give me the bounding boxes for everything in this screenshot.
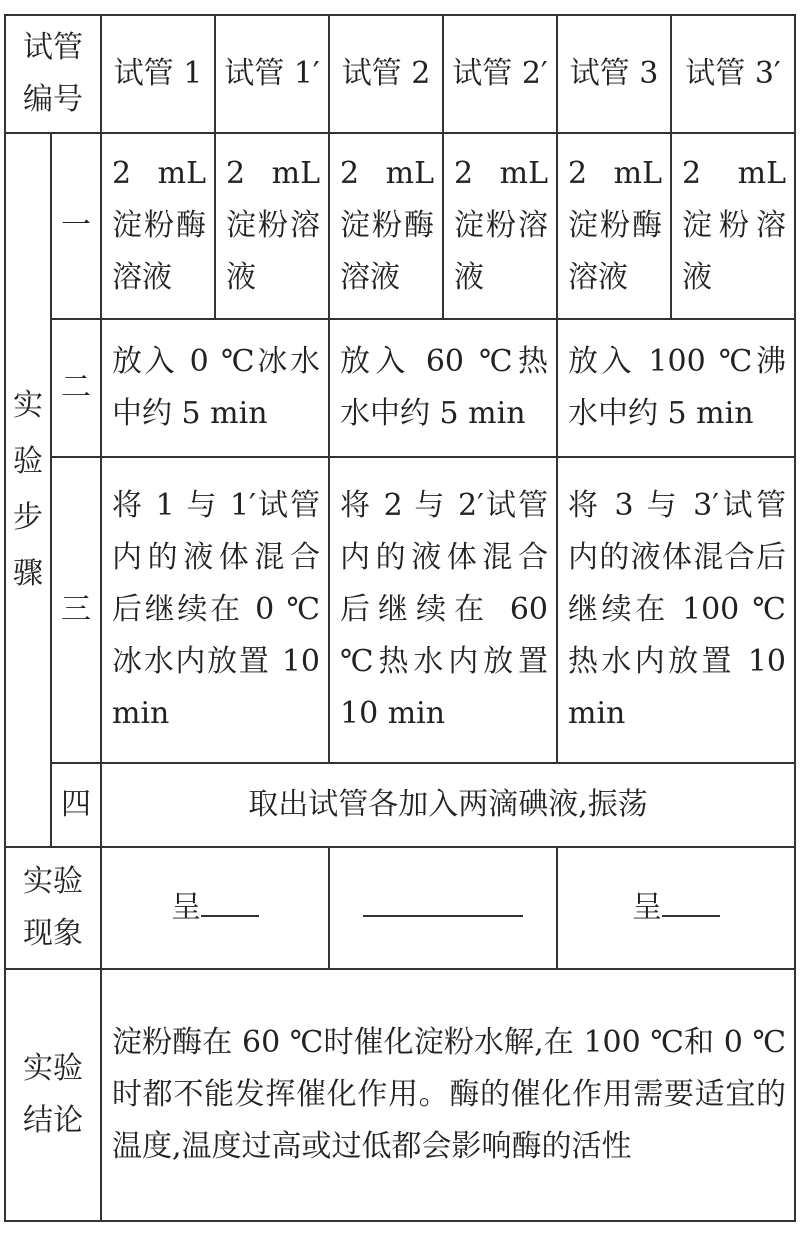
step-3-row — [5, 457, 795, 763]
answer-blank-3[interactable] — [662, 905, 720, 917]
step-2-group-2: 放入 60 ℃热水中约 5 min — [329, 319, 557, 457]
tube-2-header: 试管 2 — [329, 15, 443, 133]
tube-number-label: 试管 编号 — [5, 15, 101, 133]
experiment-steps-label: 实 验 步 骤 — [5, 133, 51, 847]
answer-blank-2[interactable] — [363, 905, 523, 917]
step-3-group-2: 将 2 与 2′试管内的液体混合后继续在 60 ℃热水内放置 10 min — [329, 457, 557, 763]
step-1-tube-3: 2 mL 淀粉酶溶液 — [557, 133, 671, 319]
tube-2-prime-header: 试管 2′ — [443, 15, 557, 133]
step-1-tube-1: 2 mL 淀粉酶溶液 — [101, 133, 215, 319]
answer-blank-1[interactable] — [201, 905, 259, 917]
phenomenon-row — [5, 847, 795, 969]
conclusion-row — [5, 969, 795, 1221]
conclusion-label: 实验 结论 — [5, 969, 101, 1221]
phenomenon-label: 实验 现象 — [5, 847, 101, 969]
phenomenon-group-3 — [557, 847, 795, 969]
conclusion-text: 淀粉酶在 60 ℃时催化淀粉水解,在 100 ℃和 0 ℃时都不能发挥催化作用。酶的催化作用需要适宜的温度,温度过高或过低都会影响酶的活性 — [101, 969, 795, 1221]
tube-3-prime-header: 试管 3′ — [671, 15, 795, 133]
phenomenon-prefix-1: 呈 — [171, 890, 201, 925]
step-2-group-3: 放入 100 ℃沸水中约 5 min — [557, 319, 795, 457]
step-2-group-1: 放入 0 ℃冰水中约 5 min — [101, 319, 329, 457]
step-1-tube-3-prime: 2 mL 淀粉溶液 — [671, 133, 795, 319]
header-row — [5, 15, 795, 133]
step-4-row — [5, 763, 795, 847]
experiment-table — [4, 14, 796, 1222]
step-4-label: 四 — [51, 763, 101, 847]
step-1-tube-1-prime: 2 mL 淀粉溶液 — [215, 133, 329, 319]
step-3-group-1: 将 1 与 1′试管内的液体混合后继续在 0 ℃冰水内放置 10 min — [101, 457, 329, 763]
step-4-text: 取出试管各加入两滴碘液,振荡 — [101, 763, 795, 847]
tube-1-header: 试管 1 — [101, 15, 215, 133]
step-2-row — [5, 319, 795, 457]
phenomenon-group-1 — [101, 847, 329, 969]
phenomenon-group-2 — [329, 847, 557, 969]
step-1-label: 一 — [51, 133, 101, 319]
step-1-tube-2-prime: 2 mL 淀粉溶液 — [443, 133, 557, 319]
phenomenon-prefix-3: 呈 — [632, 890, 662, 925]
tube-3-header: 试管 3 — [557, 15, 671, 133]
tube-1-prime-header: 试管 1′ — [215, 15, 329, 133]
step-1-row — [5, 133, 795, 319]
step-3-group-3: 将 3 与 3′试管内的液体混合后继续在 100 ℃热水内放置 10 min — [557, 457, 795, 763]
step-2-label: 二 — [51, 319, 101, 457]
step-1-tube-2: 2 mL 淀粉酶溶液 — [329, 133, 443, 319]
step-3-label: 三 — [51, 457, 101, 763]
